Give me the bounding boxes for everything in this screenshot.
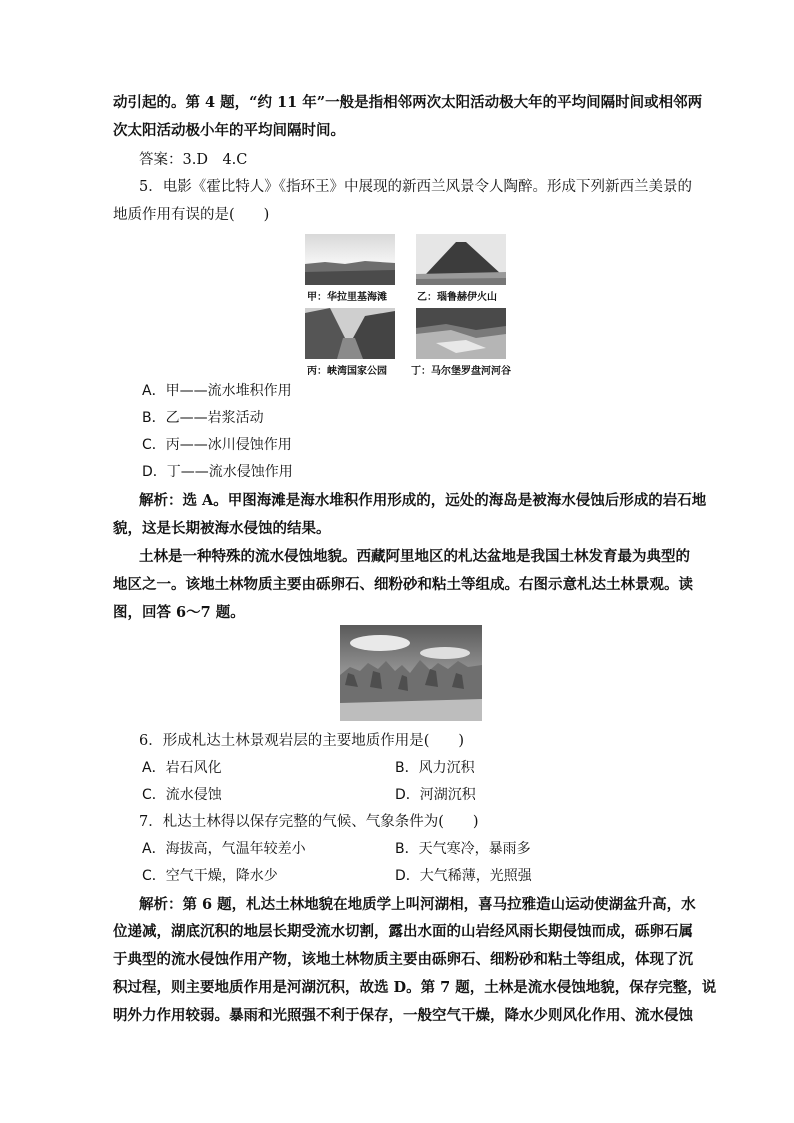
photo-earth-forest xyxy=(340,625,482,721)
photo-valley xyxy=(416,308,506,359)
answer-line: 答案：3.D 4.C xyxy=(139,152,248,168)
text-line: 动引起的。第 4 题，“约 11 年”一般是指相邻两次太阳活动极大年的平均间隔时间或相邻两 xyxy=(113,94,703,111)
question-6: 6．形成札达土林景观岩层的主要地质作用是( ) xyxy=(139,733,465,749)
option-b: B．天气寒冷，暴雨多 xyxy=(395,841,531,857)
question-5: 5．电影《霍比特人》《指环王》中展现的新西兰风景令人陶醉。形成下列新西兰美景的 xyxy=(139,179,692,195)
option-d: D．丁——流水侵蚀作用 xyxy=(142,464,293,480)
question-5-cont: 地质作用有误的是( ) xyxy=(113,207,270,223)
option-c: C．丙——冰川侵蚀作用 xyxy=(142,437,292,453)
caption-yi: 乙：瑙鲁赫伊火山 xyxy=(417,292,497,303)
intro-line: 图，回答 6～7 题。 xyxy=(113,604,245,621)
analysis-6-7-cont: 位递减，湖底沉积的地层长期受流水切割，露出水面的山岩经风雨长期侵蚀而成，砾卵石属 xyxy=(113,923,693,940)
photo-beach xyxy=(305,234,395,285)
intro-line: 土林是一种特殊的流水侵蚀地貌。西藏阿里地区的札达盆地是我国土林发育最为典型的 xyxy=(139,548,690,565)
caption-ding: 丁：马尔堡罗盘河河谷 xyxy=(411,366,511,377)
intro-line: 地区之一。该地土林物质主要由砾卵石、细粉砂和粘土等组成。右图示意札达土林景观。读 xyxy=(113,576,693,593)
analysis-6-7: 解析：第 6 题，札达土林地貌在地质学上叫河湖相，喜马拉雅造山运动使湖盆升高，水 xyxy=(139,896,696,913)
photo-fjord xyxy=(305,308,395,359)
analysis-6-7-cont: 明外力作用较弱。暴雨和光照强不利于保存，一般空气干燥，降水少则风化作用、流水侵蚀 xyxy=(113,1007,693,1024)
analysis-5: 解析：选 A。甲图海滩是海水堆积作用形成的，远处的海岛是被海水侵蚀后形成的岩石地 xyxy=(139,492,707,509)
option-c: C．空气干燥，降水少 xyxy=(142,868,278,884)
caption-jia: 甲：华拉里基海滩 xyxy=(307,292,387,303)
caption-bing: 丙：峡湾国家公园 xyxy=(307,366,387,377)
text-line: 次太阳活动极小年的平均间隔时间。 xyxy=(113,122,345,139)
option-b: B．乙——岩浆活动 xyxy=(142,410,264,426)
option-d: D．河湖沉积 xyxy=(395,787,476,803)
photo-volcano xyxy=(416,234,506,285)
option-c: C．流水侵蚀 xyxy=(142,787,222,803)
question-7: 7．札达土林得以保存完整的气候、气象条件为( ) xyxy=(139,814,479,830)
option-d: D．大气稀薄，光照强 xyxy=(395,868,532,884)
option-a: A．甲——流水堆积作用 xyxy=(142,383,292,399)
analysis-6-7-cont: 积过程，则主要地质作用是河湖沉积，故选 D。第 7 题，土林是流水侵蚀地貌，保存完整，说 xyxy=(113,979,717,996)
option-b: B．风力沉积 xyxy=(395,760,475,776)
analysis-5-cont: 貌，这是长期被海水侵蚀的结果。 xyxy=(113,520,331,537)
option-a: A．海拔高，气温年较差小 xyxy=(142,841,306,857)
option-a: A．岩石风化 xyxy=(142,760,222,776)
analysis-6-7-cont: 于典型的流水侵蚀作用产物，该地土林物质主要由砾卵石、细粉砂和粘土等组成，体现了沉 xyxy=(113,951,693,968)
